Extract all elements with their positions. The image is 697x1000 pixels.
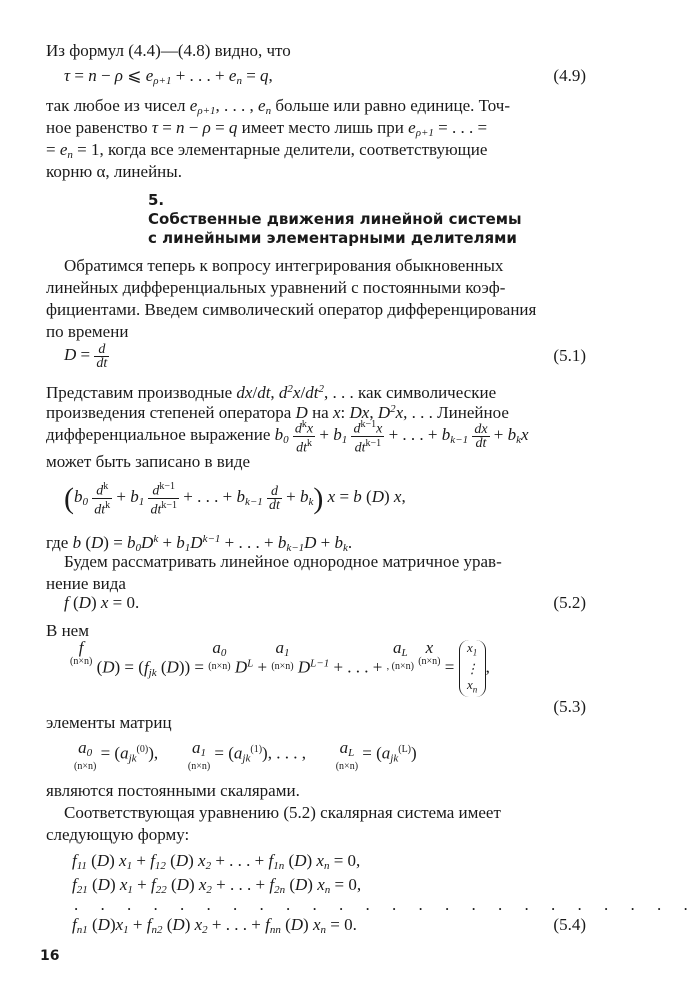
text-line: Обратимся теперь к вопросу интегрирования обыкновенных (64, 256, 504, 275)
equation-5-4-rown: fn1 (D)x1 + fn2 (D) x2 + . . . + fnn (D) xn = 0. (72, 915, 357, 936)
text-fragment: произведения степеней оператора (46, 403, 292, 422)
equation-number: (5.3) (553, 697, 586, 716)
text-line: произведения степеней оператора D на x: Dx, $D^2x$, . . . Линейное (46, 403, 509, 422)
text-line: = en = 1, когда все элементарные делители, соответствующие (46, 140, 488, 161)
text-line: Соответствующая уравнению (5.2) скалярная система имеет (64, 803, 501, 822)
text-line: являются постоянными скалярами. (46, 781, 300, 800)
text-line: может быть записано в виде (46, 452, 251, 471)
text-fragment: на (312, 403, 329, 422)
equation-number: (4.9) (553, 66, 586, 85)
text-fragment: где (46, 533, 69, 552)
text-line: так любое из чисел eρ+1, . . . , en больше или равно единице. Точ- (46, 96, 511, 117)
equation-5-3: f (n×n) (D) = (fjk (D)) = a0 (n×n) $D^L + a1$ (n×n) $D^{L-1}$ + . . . + aL , (n×n) x (n×n) = $x_1$ ⋮ $x_n$, (70, 640, 585, 697)
text-line: Представим производные dx/dt, $d^2x/dt^2$, . . . как символические (46, 383, 497, 402)
text-fragment: Линейное (437, 403, 509, 422)
equation-5-4-row1: f11 (D) x1 + f12 (D) x2 + . . . + f1n (D) xn = 0, (72, 851, 361, 872)
section-number: 5. (148, 191, 165, 209)
equation-ellipsis-row: . . . . . . . . . . . . . . . . . . . . . . . . (74, 895, 697, 914)
text-line: Из формул (4.4)—(4.8) видно, что (46, 41, 291, 60)
equation-5-2: f (D) x = 0. (64, 593, 140, 612)
equation-4-9: τ = n − ρ ⩽ eρ+1 + . . . + en = q, (64, 66, 273, 87)
text-line: В нем (46, 621, 89, 640)
text-line: элементы матриц (46, 713, 172, 732)
text-line: ное равенство τ = n − ρ = q имеет место лишь при eρ+1 = . . . = (46, 118, 488, 139)
equation-operator-form: (b0 $\frac{d^k}{dt^k}$ + b1 $\frac{d^{k-1}}{dt^{k-1}}$ + . . . + bk−1 $\frac{d}{dt}$ + bk) x = b (D) x, (64, 480, 406, 518)
page-number: 16 (40, 948, 60, 964)
text-fragment: как символические (357, 383, 497, 402)
equation-5-4-row2: f21 (D) x1 + f22 (D) x2 + . . . + f2n (D) xn = 0, (72, 875, 362, 896)
section-title: Собственные движения линейной системы (148, 210, 522, 228)
text-fragment: больше или равно единице. Точ- (275, 96, 511, 115)
text-line: корню α, линейны. (46, 162, 182, 181)
text-line: нение вида (46, 574, 126, 593)
equation-number: (5.4) (553, 915, 586, 934)
text-fragment: дифференциальное выражение (46, 425, 271, 445)
text-fragment: Представим производные (46, 383, 233, 402)
text-line: дифференциальное выражение b0 $\frac{d^kx}{dt^k}$ + b1 $\frac{d^{k-1}x}{dt^{k-1}}$ + . . . + bk−1 $\frac{dx}{dt}$ + bkx (46, 419, 529, 456)
text-line: линейных дифференциальных уравнений с постоянными коэф- (46, 278, 506, 297)
text-line: фициентами. Введем символический оператор дифференцирования (46, 300, 537, 319)
text-fragment: , когда все элементарные делители, соответствующие (99, 140, 488, 159)
text-fragment: ное равенство (46, 118, 148, 137)
equation-matrix-elements: a0 (n×n) = (ajk$^{(0)}$), a1 (n×n) = (ajk$^{(1)}$), . . . , aL (n×n) = (ajk$^{(L)}$) (74, 738, 417, 772)
text-line: Будем рассматривать линейное однородное матричное урав- (64, 552, 502, 571)
equation-number: (5.1) (553, 346, 586, 365)
text-line: по времени (46, 322, 129, 341)
text-fragment: имеет место лишь при (241, 118, 404, 137)
text-fragment: так любое из чисел (46, 96, 186, 115)
section-title: с линейными элементарными делителями (148, 229, 517, 247)
text-line: где b $(D) = b0D^k + b1D^{k-1}$ + . . . + bk−1D + bk. (46, 533, 353, 554)
equation-5-1: D = $\frac{d}{dt}$ (64, 341, 108, 371)
text-line: следующую форму: (46, 825, 190, 844)
equation-number: (5.2) (553, 593, 586, 612)
